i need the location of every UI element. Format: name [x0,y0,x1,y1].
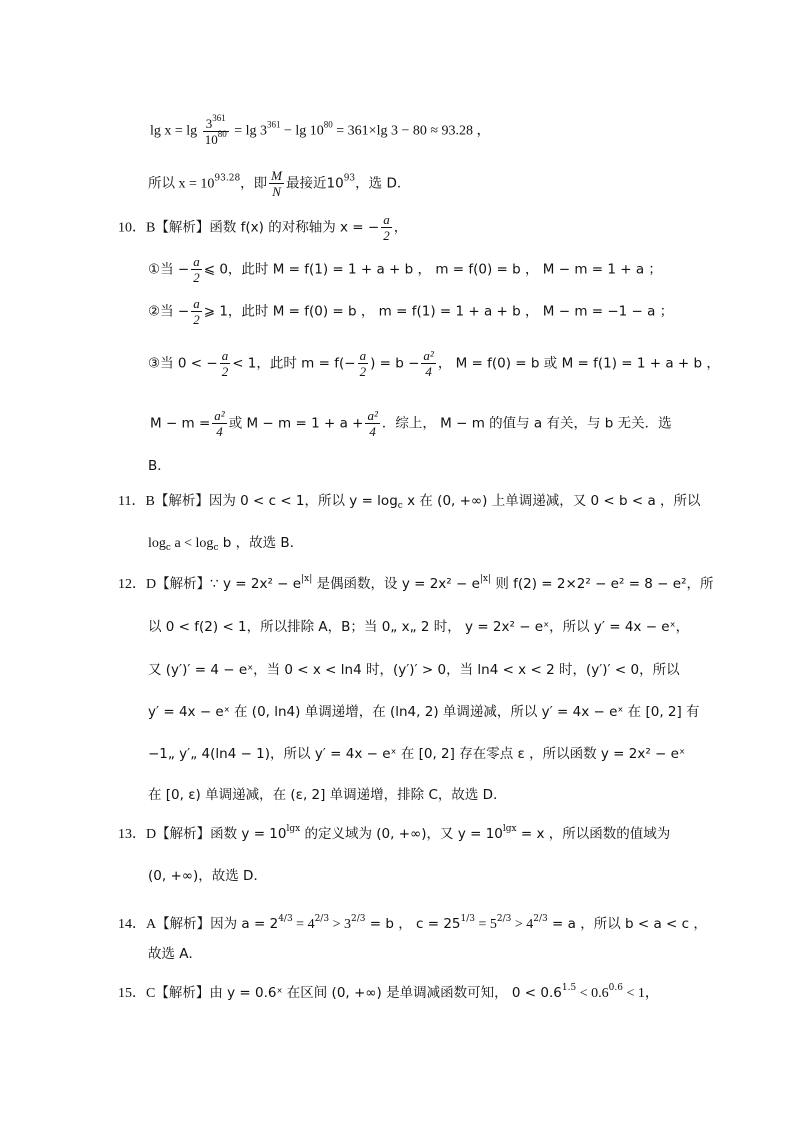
text: N [272,184,281,199]
text: a [359,348,367,363]
text: 2 [193,270,200,285]
fraction [212,408,226,439]
text: 2 [193,312,200,327]
solution-10-case-2 [148,296,673,327]
text: = b ， c = 25 [365,916,461,932]
answer-letter: A [146,917,157,932]
text: = x ，所以函数的值域为 [516,826,671,842]
text: a² [423,348,434,363]
text: 4 [369,424,376,439]
solution-11-line-2 [148,533,303,554]
question-number: 11． [118,494,146,509]
text: 4 [425,364,432,379]
text: 函数 y = 10 [210,826,287,842]
fraction [269,168,284,199]
exponent: |x| [301,574,313,584]
text: 则 f(2) = 2×2² − e² = 8 − e²，所 [491,576,714,592]
text: B． [148,458,171,474]
text: a² [214,408,225,423]
text: 函数 f(x) 的对称轴为 x = − [209,219,380,236]
exponent: 361 [212,113,226,123]
fraction [220,348,231,379]
text: 2 [359,364,367,379]
solution-12-line-4: y′ = 4x − eˣ 在 (0, ln4) 单调递增，在 (ln4, 2) 单调递减，所以 y′ = 4x − eˣ 在 [0, 2] 有 [148,704,700,720]
text: M − m = [150,415,211,432]
question-number: 14． [118,917,146,932]
text: ) = b − [370,355,420,372]
solution-10-case-1 [148,254,662,285]
question-number: 12． [118,577,146,592]
text: 或 M − m = 1 + a + [228,415,364,432]
solution-12-line-2: 以 0 < f(2) < 1，所以排除 A，B；当 0„ x„ 2 时， y = 2x² − eˣ，所以 y′ = 4x − eˣ， [148,619,690,635]
answer-letter: D [146,577,157,592]
text: b ，故选 B． [218,535,304,551]
solution-13-line-1 [118,824,670,845]
text: a [383,212,390,227]
text: 10 [204,132,218,147]
text: ⩾ 1，此时 M = f(0) = b ， m = f(1) = 1 + a + b ， M − m = −1 − a ； [203,303,674,320]
answer-letter: C [146,986,156,1001]
exponent: 2/3 [314,914,330,924]
text: − lg 10 [280,123,324,139]
exponent: 2/3 [496,914,512,924]
analysis-tag: 【解析】 [155,985,210,1001]
text: x = 10 [175,176,215,192]
exponent: 80 [323,119,333,130]
fraction [381,212,392,243]
text: ．综上， M − m 的值与 a 有关，与 b 无关．选 [381,415,672,432]
text: a [193,254,200,269]
text: x 在 (0, +∞) 上单调递减，又 0 < b < a ，所以 [402,493,701,509]
text: 2 [383,228,390,243]
exponent: |x| [479,574,492,584]
answer-letter: D [146,827,157,842]
text: = lg 3 [230,123,267,139]
exponent: 361 [266,119,281,130]
exponent: 2/3 [533,914,548,924]
fraction [365,408,379,439]
solution-12-line-3: 又 (y′)′ = 4 − eˣ，当 0 < x < ln4 时，(y′)′ > 0，当 ln4 < x < 2 时，(y′)′ < 0，所以 [148,662,680,678]
text: log [148,536,166,551]
subscript: c [397,501,403,511]
text: a² [367,408,378,423]
analysis-tag: 【解析】 [156,916,211,932]
solution-12-line-5: −1„ y′„ 4(ln4 − 1)，所以 y′ = 4x − eˣ 在 [0, 2] 存在零点 ε ，所以函数 y = 2x² − eˣ [148,746,685,762]
exponent: 93.28 [214,173,241,184]
text: ②当 − [148,303,190,320]
text: 因为 0 < c < 1，所以 y = log [208,493,398,509]
analysis-tag: 【解析】 [155,219,210,236]
subscript: c [165,543,171,553]
text: ①当 − [148,261,190,278]
text: < 1， [622,986,659,1001]
fraction [421,348,435,379]
text: < 1，此时 m = f(− [232,355,356,372]
text: ∵ y = 2x² − e [210,576,302,592]
solution-13-line-2: (0, +∞)，故选 D． [148,868,267,884]
solution-9-line-2 [148,168,410,199]
solution-12-line-1 [118,574,714,595]
exponent: lgx [286,824,301,834]
text: 2 [221,364,229,379]
solution-10-end [148,456,171,476]
text: 3 [205,116,213,131]
text: = 361×lg 3 − 80 ≈ 93.28 ， [332,123,491,139]
text: = 4 [292,917,315,932]
solution-9-line-1 [150,113,491,147]
text: > 3 [329,917,351,932]
solution-10-case-4 [150,408,672,439]
text: 所以 [148,175,175,192]
text: ， M = f(0) = b 或 M = f(1) = 1 + a + b ， [437,355,720,372]
analysis-tag: 【解析】 [156,826,211,842]
answer-letter: B [145,494,155,509]
text: 由 y = 0.6ˣ 在区间 (0, +∞) 是单调减函数可知， 0 < 0.6 [209,985,562,1001]
solution-11-line-1 [118,491,701,512]
text: 是偶函数，设 y = 2x² − e [312,576,480,592]
text: < 0.6 [576,986,609,1001]
exponent: 93 [343,173,356,184]
text: lg x = lg [150,123,201,139]
text: 4 [216,424,223,439]
analysis-tag: 【解析】 [156,576,211,592]
exponent: 1/3 [460,914,475,924]
fraction [191,254,202,285]
text: > 4 [511,917,534,932]
fraction [358,348,369,379]
exponent: 1.5 [561,983,577,993]
question-number: 13． [118,827,146,842]
subscript: c [213,543,219,553]
text: = 5 [474,917,497,932]
question-number: 15． [118,986,146,1001]
text: a < log [170,536,214,551]
text: M [271,168,283,183]
question-number: 10． [118,220,146,236]
text: ，选 D． [355,175,411,192]
solution-14-line-2: 故选 A． [148,946,203,962]
text: a [221,348,229,363]
text: 因为 a = 2 [210,916,279,932]
fraction [203,113,229,147]
exponent: 80 [217,129,227,139]
solution-14-line-1 [118,914,707,935]
text: ，即 [240,175,268,192]
text: a [193,296,200,311]
solution-12-line-6: 在 [0, ε) 单调递减，在 (ε, 2] 单调递增，排除 C，故选 D． [148,787,507,803]
analysis-tag: 【解析】 [154,493,209,509]
solution-15-line-1 [118,983,659,1004]
text: ⩽ 0，此时 M = f(1) = 1 + a + b ， m = f(0) = b ， M − m = 1 + a ； [203,261,662,278]
exponent: 4/3 [278,914,293,924]
answer-letter: B [146,220,156,236]
exponent: 0.6 [608,983,623,993]
exponent: lgx [502,824,517,834]
text: ③当 0 < − [148,355,218,372]
solution-10-line-1 [118,212,407,243]
text: 的定义域为 (0, +∞)，又 y = 10 [300,826,503,842]
text: = a ，所以 b < a < c ， [547,916,707,932]
text: ， [393,219,408,236]
text: 最接近10 [286,175,344,192]
solution-10-case-3 [148,348,720,379]
exponent: 2/3 [350,914,366,924]
fraction [191,296,202,327]
